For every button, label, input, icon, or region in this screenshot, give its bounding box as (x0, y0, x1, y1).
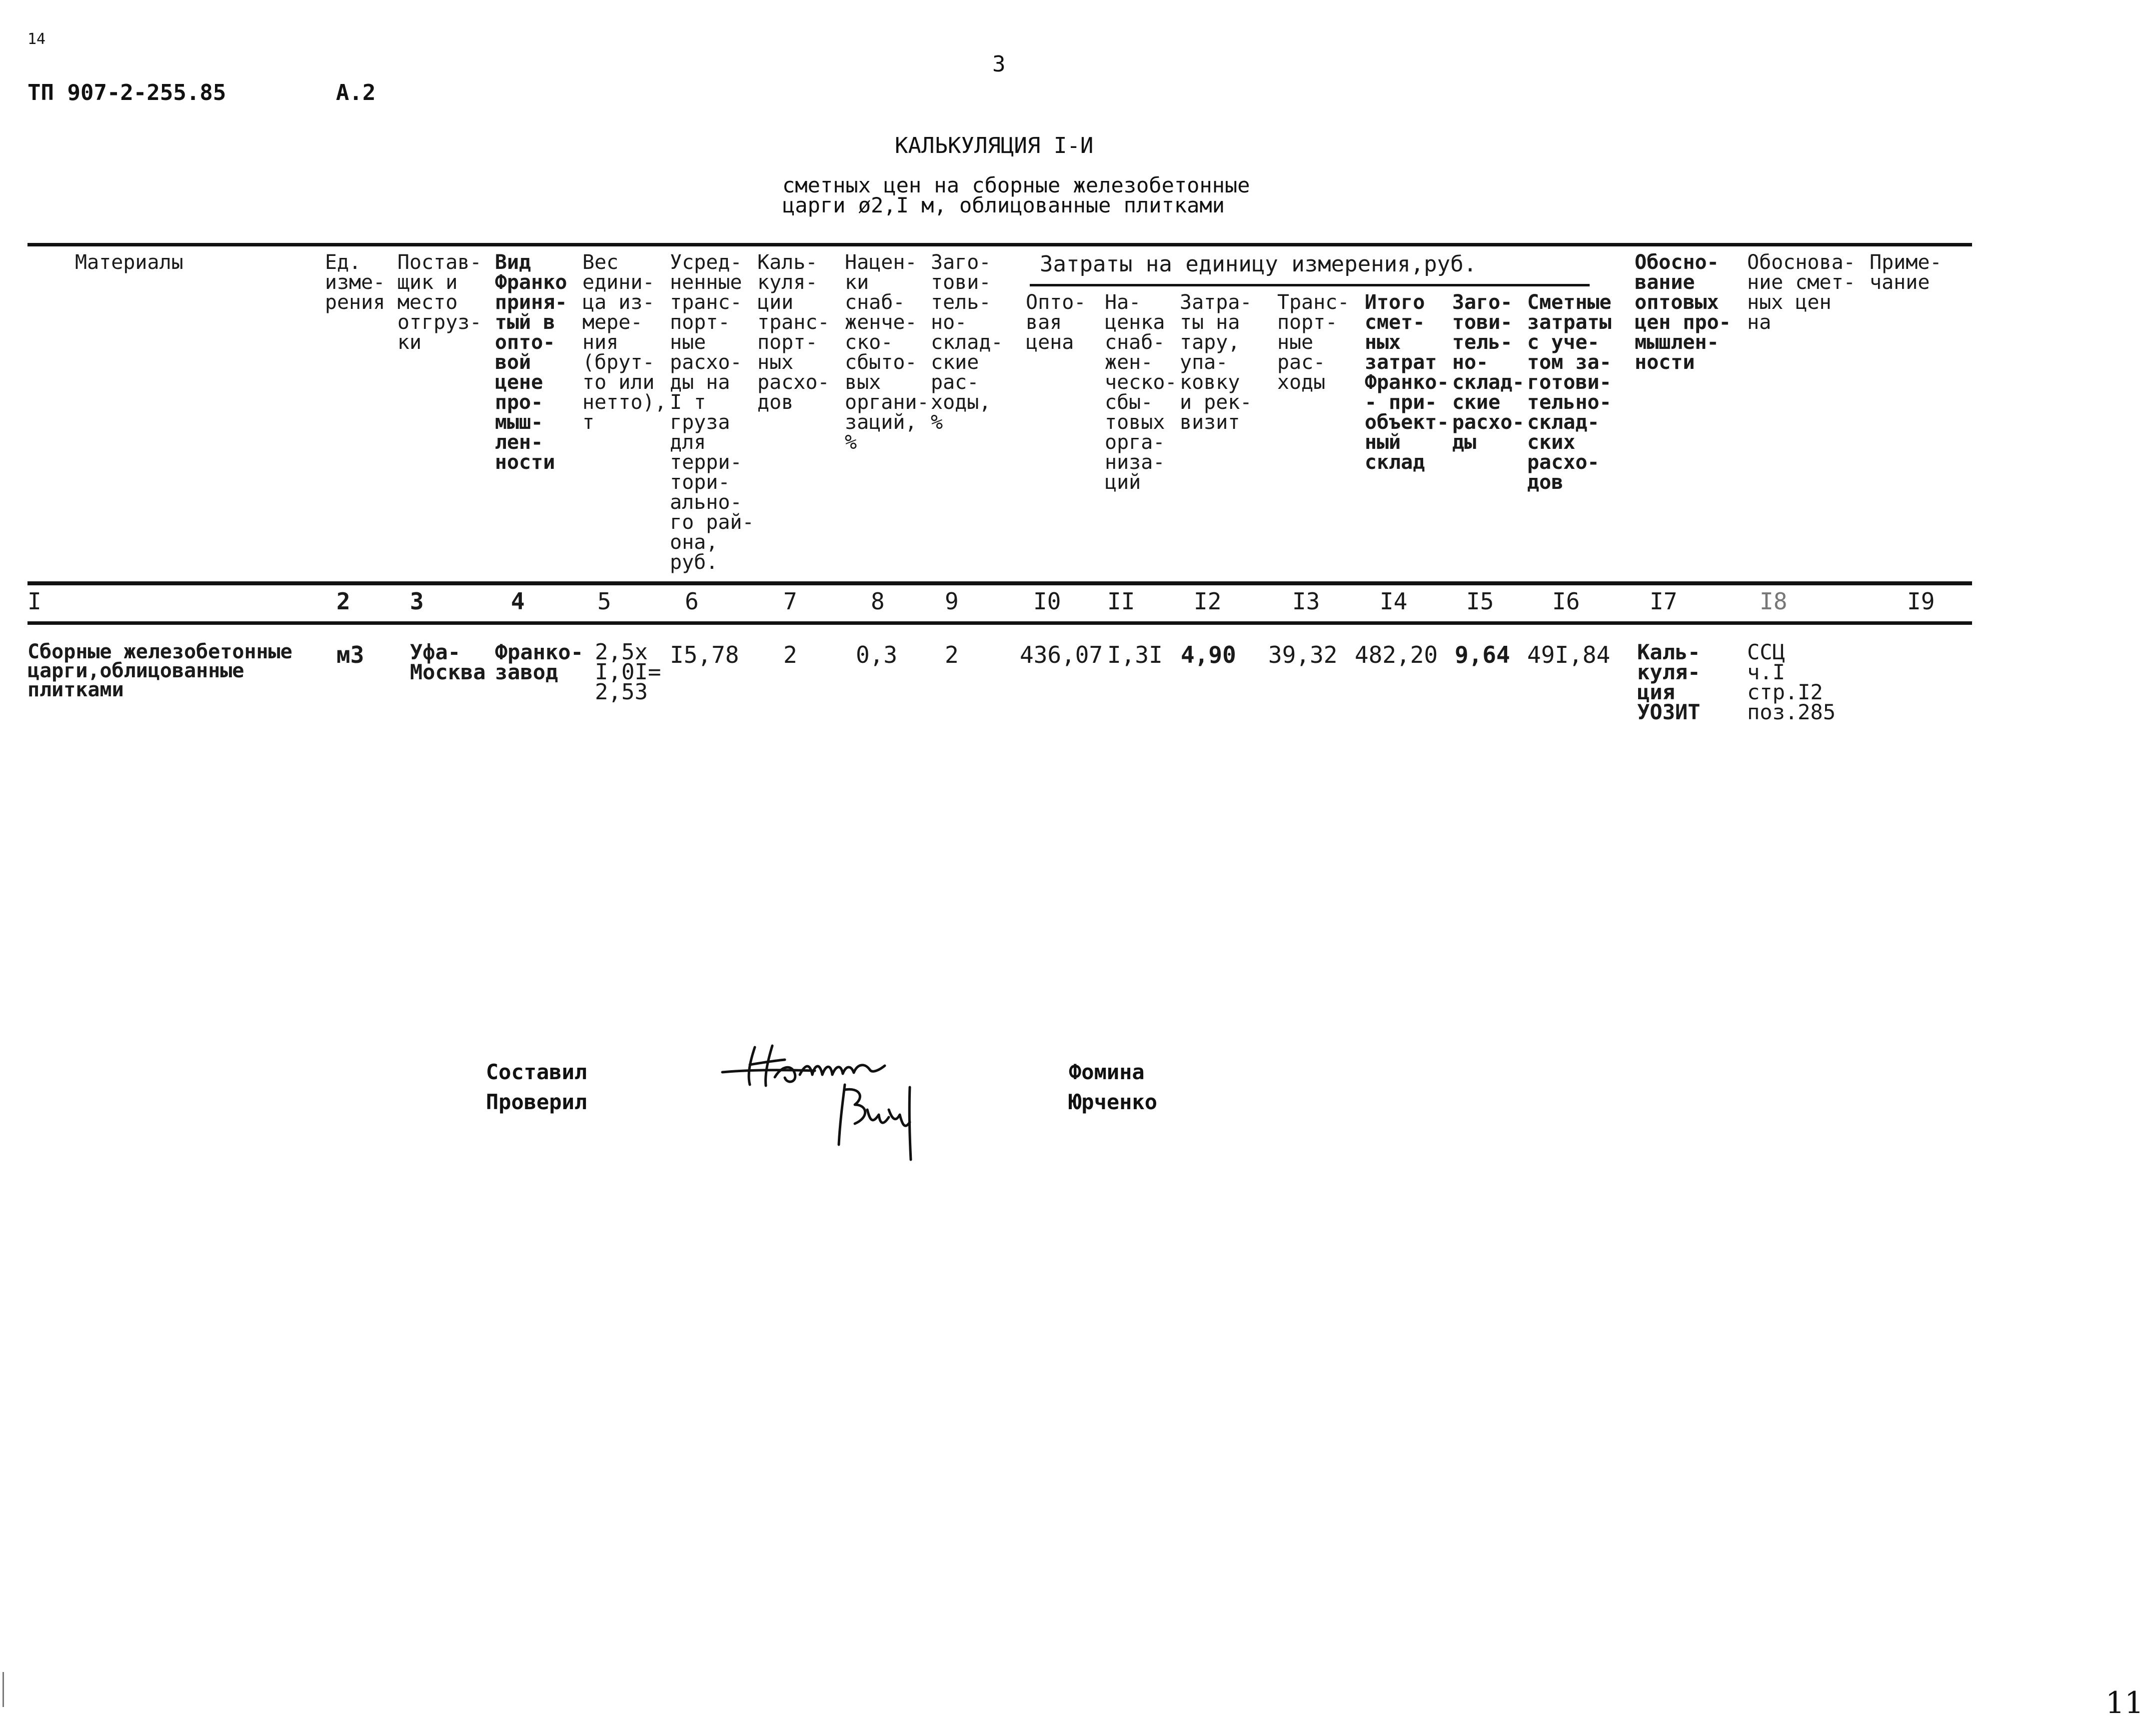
cell-wholesale-price: 436,07 (1020, 641, 1103, 668)
column-header-estimate-basis: Обоснова- ние смет- ных цен на (1747, 251, 1856, 334)
column-header-unit-weight: Вес едини- ца из- мере- ния (брут- то или нетто), т (582, 251, 667, 434)
costs-group-header: Затраты на единицу измерения,руб. (1040, 251, 1477, 277)
cell-transport-calc: 2 (783, 641, 797, 668)
cell-total: 482,20 (1355, 641, 1438, 668)
column-number: II (1107, 588, 1135, 615)
cell-procurement-pct: 2 (945, 641, 959, 668)
cell-procurement: 9,64 (1455, 641, 1510, 668)
column-header-estimated-costs: Сметные затраты с уче- том за- готови- тельно- склад- ских расхо- дов (1527, 291, 1612, 494)
cell-estimated-costs: 49I,84 (1527, 641, 1611, 668)
column-number: 5 (597, 588, 611, 615)
column-number: I9 (1907, 588, 1935, 615)
cell-franco-type: Франко- завод (495, 640, 584, 684)
column-header-notes: Приме- чание (1870, 251, 1942, 294)
column-header-procurement: Заго- тови- тель- но- склад- ские расхо- ды (1452, 291, 1525, 454)
cell-supplier: Уфа- Москва (410, 640, 486, 684)
margin-line (2, 1672, 4, 1707)
column-header-wholesale-price: Опто- вая цена (1026, 291, 1086, 354)
column-number: I4 (1380, 588, 1408, 615)
column-number: I (27, 588, 41, 615)
cell-avg-transport: I5,78 (670, 641, 739, 668)
column-number: I5 (1466, 588, 1494, 615)
table-top-rule (27, 243, 1972, 246)
checked-by-label: Проверил (486, 1090, 587, 1114)
column-number-rule (27, 621, 1972, 625)
album-number: А.2 (336, 80, 376, 105)
column-header-unit: Ед. изме- рения (325, 251, 385, 314)
document-subtitle-line-1: сметных цен на сборные железобетонные (782, 173, 1250, 197)
column-number: 7 (783, 588, 797, 615)
cell-unit-weight: 2,5х I,0I= 2,53 (595, 639, 661, 705)
compiled-by-name: Фомина (1069, 1060, 1145, 1084)
column-header-total: Итого смет- ных затрат Франко- - при- объект- ный склад (1365, 291, 1449, 474)
handwritten-signatures (720, 1035, 940, 1165)
cell-packaging: 4,90 (1181, 641, 1236, 668)
cell-transport: 39,32 (1268, 641, 1338, 668)
column-number: 8 (871, 588, 885, 615)
table-header-rule (27, 581, 1972, 585)
column-header-transport-calc: Каль- куля- ции транс- порт- ных расхо- дов (757, 251, 830, 414)
column-number: I2 (1194, 588, 1222, 615)
column-header-avg-transport: Усред- ненные транс- порт- ные расхо- ды на I т груза для терри- тори- ально- го рай- она, руб. (670, 251, 754, 574)
column-number: 6 (685, 588, 699, 615)
column-number: I7 (1650, 588, 1678, 615)
column-header-supplier: Постав- щик и место отгруз- ки (397, 251, 482, 354)
column-header-packaging: Затра- ты на тару, упа- ковку и рек- визит (1180, 291, 1252, 434)
column-header-wholesale-basis: Обосно- вание оптовых цен про- мышлен- ности (1635, 251, 1731, 374)
cell-estimate-basis: ССЦ ч.I стр.I2 поз.285 (1747, 640, 1836, 724)
column-header-franco-type: Вид Франко приня- тый в опто- вой цене про- мыш- лен- ности (495, 251, 567, 474)
cell-markup: I,3I (1107, 641, 1163, 668)
document-subtitle-line-2: царги ø2,I м, облицованные плитками (782, 193, 1225, 217)
page-index: 14 (27, 30, 46, 48)
cell-unit: м3 (336, 641, 364, 668)
column-number: I3 (1292, 588, 1320, 615)
column-header-supply-markup: Нацен- ки снаб- женче- ско- сбыто- вых органи- заций, % (845, 251, 929, 454)
column-number: 3 (410, 588, 424, 615)
margin-mark: 11 (2106, 1686, 2144, 1721)
column-number: I0 (1033, 588, 1061, 615)
signature-checked (839, 1085, 911, 1160)
signature-compiled (722, 1046, 885, 1086)
document-title: КАЛЬКУЛЯЦИЯ I-И (895, 133, 1094, 158)
group-header-underline (1030, 284, 1590, 286)
column-number: 4 (511, 588, 525, 615)
column-number: I6 (1552, 588, 1580, 615)
cell-wholesale-basis: Каль- куля- ция УОЗИТ (1637, 640, 1701, 724)
document-code: ТП 907-2-255.85 (27, 80, 226, 105)
column-number: 2 (336, 588, 350, 615)
checked-by-name: Юрченко (1069, 1090, 1158, 1114)
column-header-procurement-pct: Заго- тови- тель- но- склад- ские рас- ходы, % (931, 251, 1003, 434)
column-header-materials: Материалы (75, 251, 183, 274)
column-number: 9 (945, 588, 959, 615)
column-header-transport: Транс- порт- ные рас- ходы (1277, 291, 1350, 394)
cell-supply-markup: 0,3 (856, 641, 898, 668)
compiled-by-label: Составил (486, 1060, 587, 1084)
column-number: I8 (1760, 588, 1788, 615)
cell-material-name: Сборные железобетонные царги,облицованные плитками (27, 640, 292, 701)
page-number: 3 (992, 51, 1006, 77)
column-header-markup: На- ценка снаб- жен- ческо- сбы- товых орга- низа- ций (1105, 291, 1177, 494)
